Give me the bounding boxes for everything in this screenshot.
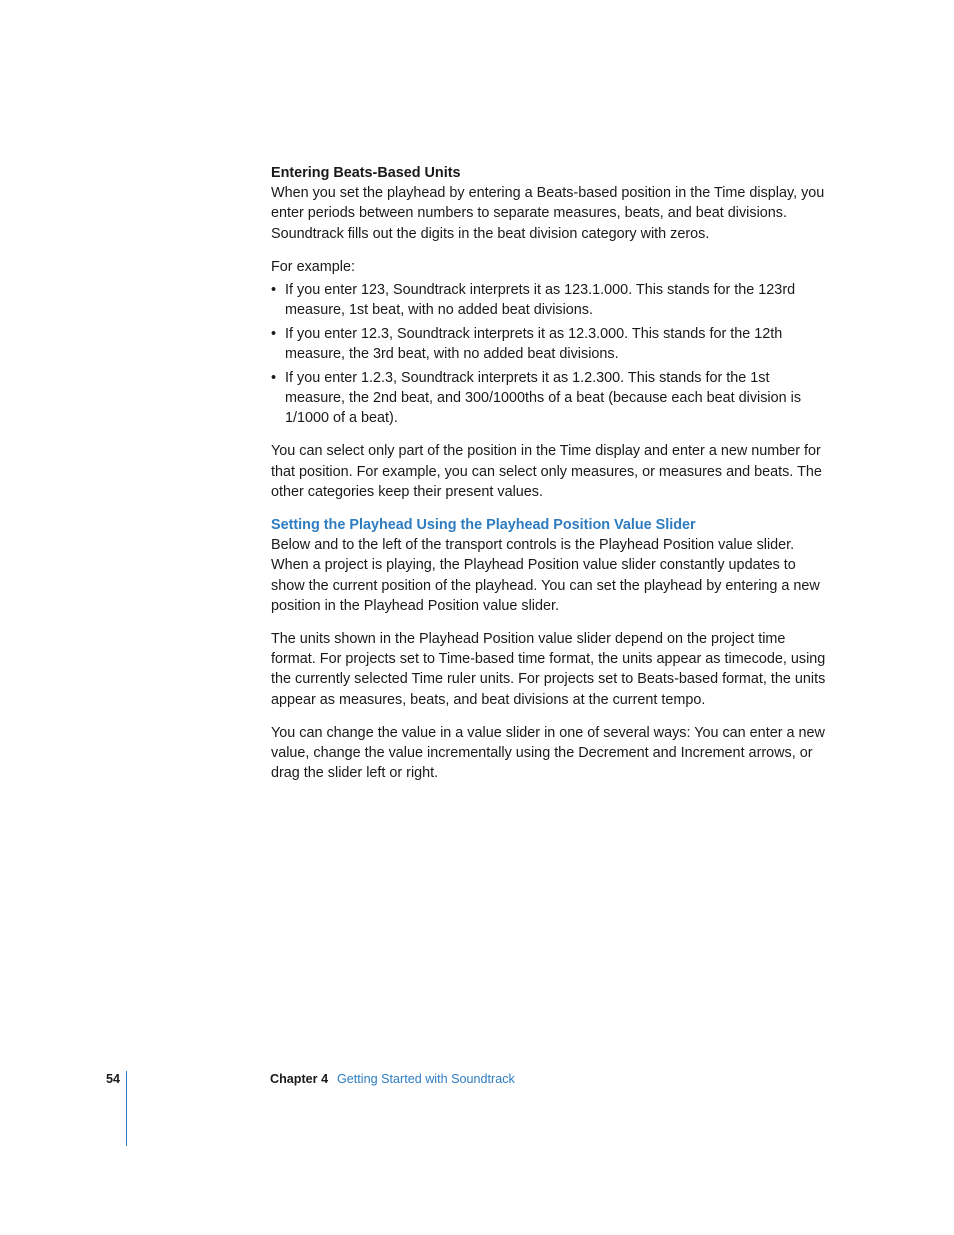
page-number: 54 (106, 1072, 121, 1086)
closing-paragraph: You can select only part of the position in the Time display and enter a new number for that position. For example, you can select only measures, or measures and beats. The other categories keep their present values. (271, 443, 822, 500)
page-footer (0, 1071, 954, 1091)
chapter-label: Chapter 4 (270, 1072, 329, 1086)
subhead-entering-beats: Entering Beats-Based Units (271, 165, 461, 181)
bullet-icon: • (271, 369, 277, 386)
list-item-text: If you enter 1.2.3, Soundtrack interprets it as 1.2.300. This stands for the 1st measure, the 2nd beat, and 300/1000ths of a beat (because each beat division is 1/1000 of a beat). (285, 369, 802, 427)
list-item (271, 280, 827, 320)
page-body (271, 163, 827, 796)
units-paragraph: The units shown in the Playhead Position value slider depend on the project time format. For projects set to Time-based time format, the units appear as timecode, using the currently selected Time ruler units. For projects set to Beats-based format, the units appear as measures, beats, and beat divisions at the current tempo. (271, 631, 826, 708)
intro-paragraph: When you set the playhead by entering a Beats-based position in the Time display, you enter periods between numbers to separate measures, beats, and beat divisions. Soundtrack fills out the digits in the beat division category with zeros. (271, 185, 825, 242)
chapter-title-link[interactable]: Getting Started with Soundtrack (337, 1072, 515, 1086)
example-lead: For example: (271, 258, 355, 275)
section-heading-playhead-slider: Setting the Playhead Using the Playhead Position Value Slider (271, 517, 696, 534)
list-item-text: If you enter 12.3, Soundtrack interprets it as 12.3.000. This stands for the 12th measure, the 3rd beat, with no added beat divisions. (285, 325, 783, 363)
slider-paragraph: Below and to the left of the transport controls is the Playhead Position value slider. When a project is playing, the Playhead Position value slider constantly updates to show the current position of the playhead. You can set the playhead by entering a new position in the Playhead Position value slider. (271, 537, 820, 614)
example-list (271, 280, 827, 428)
list-item-text: If you enter 123, Soundtrack interprets it as 123.1.000. This stands for the 123rd measure, 1st beat, with no added beat divisions. (285, 282, 796, 319)
bullet-icon: • (271, 282, 277, 299)
list-item (271, 368, 827, 429)
bullet-icon: • (271, 325, 277, 342)
list-item (271, 324, 827, 364)
change-value-paragraph: You can change the value in a value slider in one of several ways: You can enter a new value, change the value incrementally using the Decrement and Increment arrows, or drag the slider left or right. (271, 724, 825, 782)
